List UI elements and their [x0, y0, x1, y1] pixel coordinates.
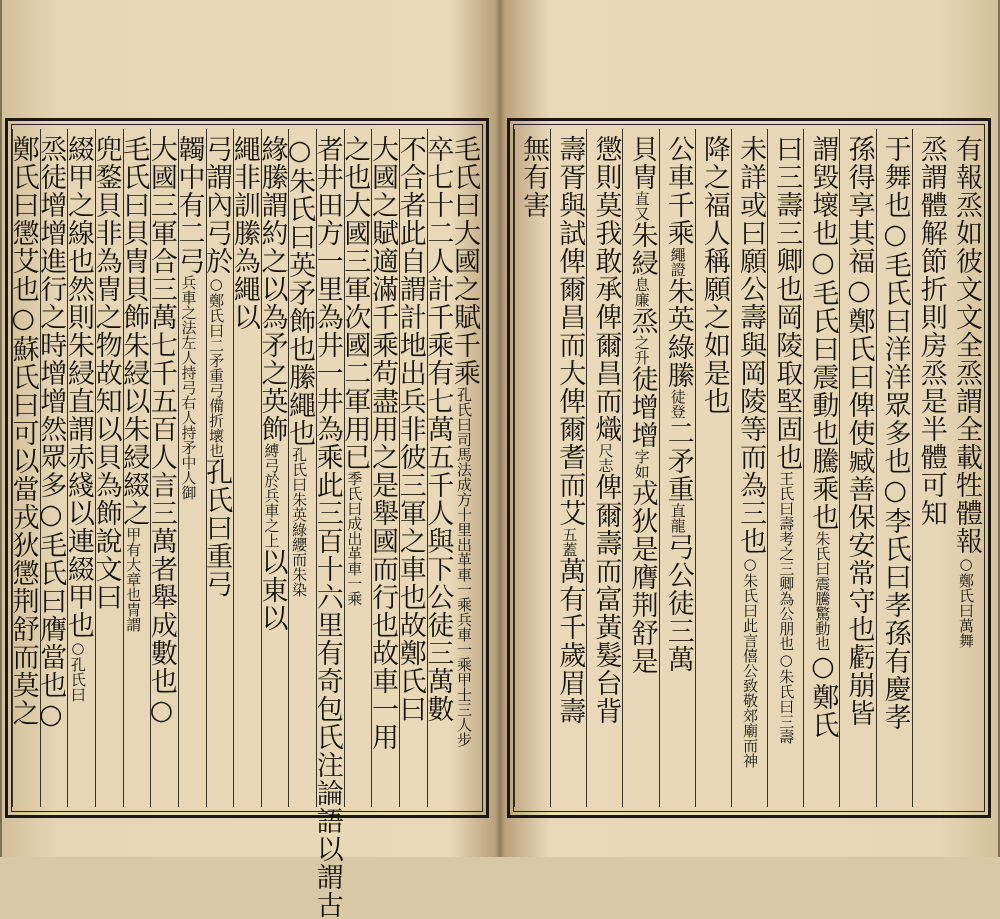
- main-text: 繩非訓縢為繩以: [228, 135, 260, 331]
- main-text: ○朱氏曰英矛飾也縢繩也: [284, 135, 316, 447]
- text-column: [201, 129, 235, 807]
- annotation-text: 五蓋: [560, 527, 579, 557]
- main-text: 韣中有二弓: [173, 135, 205, 275]
- main-text: 烝徒增增進行之時增增然眾多○毛氏曰膺當也○: [35, 135, 67, 731]
- main-text: 烝謂體解節折則房烝是半體可知: [915, 135, 947, 527]
- text-column: [622, 129, 659, 807]
- text-column: [7, 129, 41, 807]
- left-page: [0, 0, 497, 919]
- main-text: 孔氏曰重弓: [201, 458, 233, 598]
- annotation-text: ○鄭氏曰二矛重弓備折壞也: [207, 275, 226, 458]
- text-column: [876, 129, 913, 807]
- main-text: 大國之賦適滿千乘苟盡用之是舉國而行也故車一用: [367, 135, 399, 751]
- main-text: 朱綅: [626, 221, 658, 277]
- main-text: 謂毀壞也○毛氏曰震動也騰乘也: [807, 135, 839, 531]
- text-column: [550, 129, 587, 807]
- left-text-frame: [5, 118, 489, 919]
- text-column: [731, 129, 768, 807]
- annotation-text: 徒登: [668, 389, 687, 419]
- annotation-text: 朱氏曰震騰驚動也: [813, 531, 832, 651]
- main-text: 朱英綠縢: [662, 277, 694, 389]
- text-column: [514, 129, 551, 807]
- text-column: [173, 129, 207, 807]
- left-column-grid: [7, 124, 483, 919]
- annotation-text: ○朱氏曰此言僖公致敬郊廟而神: [741, 555, 760, 768]
- text-column: [311, 129, 345, 919]
- main-text: 公車千乘: [662, 135, 694, 247]
- text-column: [284, 129, 317, 807]
- annotation-text: 縛弓於兵車之上: [262, 443, 281, 548]
- text-column: [659, 129, 696, 807]
- main-text: 俾爾壽而富黃髮台背: [590, 473, 622, 725]
- main-text: 毛氏曰貝冑貝飾朱綅以朱綅綴之: [118, 135, 150, 527]
- main-text: 降之福人稱願之如是也: [698, 135, 730, 415]
- main-text: 壽胥與試俾爾昌而大俾爾耆而艾: [554, 135, 586, 527]
- text-column: [394, 129, 428, 807]
- main-text: 毛氏曰大國之賦千乘: [448, 135, 480, 387]
- annotation-text: 季氏曰成出革車一乘: [345, 471, 364, 606]
- text-column: [145, 129, 179, 807]
- main-text: 綴甲之線也然則朱綅直謂赤綫以連綴甲也: [62, 135, 94, 639]
- text-column: [803, 129, 840, 807]
- main-text: 懲則莫我敢承俾爾昌而熾: [590, 135, 622, 443]
- main-text: 大國三軍合三萬七千五百人言三萬者舉成數也○: [145, 135, 177, 727]
- main-text: ○鄭氏: [807, 651, 839, 739]
- text-column: [62, 129, 96, 807]
- right-page: [503, 0, 1000, 857]
- text-column: [256, 129, 290, 807]
- text-column: [228, 129, 262, 807]
- right-text-frame: [507, 118, 991, 818]
- main-text: 緣縢謂約之以為矛之英飾: [256, 135, 288, 443]
- text-column: [35, 129, 69, 807]
- main-text: 未詳或曰願公壽與岡陵等而為三也: [735, 135, 767, 555]
- main-text: 以東以: [256, 548, 288, 632]
- main-text: 于舞也○毛氏曰洋洋眾多也○李氏曰孝孫有慶孝: [879, 135, 911, 731]
- main-text: 不合者此自謂計地出兵非彼三軍之車也故鄭氏曰: [394, 135, 426, 723]
- annotation-text: 甲有大章也冑謂: [124, 527, 143, 632]
- main-text: 無有害: [518, 135, 550, 219]
- annotation-text: ○鄭氏曰萬舞: [956, 555, 975, 648]
- text-column: [948, 129, 984, 807]
- text-column: [448, 129, 482, 807]
- annotation-text: 息廉: [632, 277, 651, 307]
- text-column: [767, 129, 804, 807]
- main-text: 戎狄是膺荆舒是: [626, 479, 658, 675]
- text-column: [839, 129, 876, 807]
- text-column: [90, 129, 124, 807]
- main-text: 兜鍪貝非為冑之物故知以貝為飾說文曰: [90, 135, 122, 611]
- annotation-text: 繩證: [668, 247, 687, 277]
- main-text: 萬有千歲眉壽: [554, 557, 586, 725]
- main-text: 曰三壽三卿也岡陵取堅固也: [771, 135, 803, 471]
- annotation-text: 尺志: [596, 443, 615, 473]
- page-edge: [0, 0, 2, 857]
- main-text: 徒增增: [626, 365, 658, 449]
- main-text: 鄭氏曰懲艾也○蘇氏曰可以當戎狄懲荆舒而莫之: [7, 135, 39, 727]
- text-column: [912, 129, 949, 807]
- text-column: [118, 129, 152, 807]
- annotation-text: 王氏曰壽考之三卿為公朋也○朱氏曰三壽: [777, 471, 796, 744]
- text-column: [367, 129, 400, 807]
- main-text: 貝冑: [626, 135, 658, 191]
- annotation-text: 字如: [632, 449, 651, 479]
- annotation-text: 孔氏曰司馬法成方十里出革車一乘兵車一乘甲士三人步: [454, 387, 473, 747]
- main-text: 弓謂內弓於: [201, 135, 233, 275]
- main-text: 者井田方一里為井一井為乘此三百十六里有奇包氏注論語以謂古: [311, 135, 343, 919]
- annotation-text: 孔氏曰朱英綠纓而朱染: [290, 447, 309, 597]
- annotation-text: 兵車之法左人持弓右人持矛中人御: [179, 275, 198, 500]
- annotation-text: 之升: [632, 335, 651, 365]
- text-column: [586, 129, 623, 807]
- right-column-grid: [513, 124, 985, 812]
- main-text: 卒七十二人計千乘有七萬五千人與下公徒三萬數: [422, 135, 454, 723]
- main-text: 烝: [626, 307, 658, 335]
- main-text: 弓公徒三萬: [662, 533, 694, 673]
- text-column: [422, 129, 456, 807]
- text-column: [695, 129, 732, 807]
- annotation-text: ○孔氏曰: [68, 639, 87, 702]
- annotation-text: 直龍: [668, 503, 687, 533]
- main-text: 之也大國三軍次國二軍用已: [339, 135, 371, 471]
- main-text: 有報烝如彼文文全烝謂全載牲體報: [950, 135, 982, 555]
- main-text: 孫得享其福○鄭氏曰俾使臧善保安常守也虧崩皆: [843, 135, 875, 727]
- annotation-text: 直又: [632, 191, 651, 221]
- main-text: 二矛重: [662, 419, 694, 503]
- text-column: [339, 129, 373, 807]
